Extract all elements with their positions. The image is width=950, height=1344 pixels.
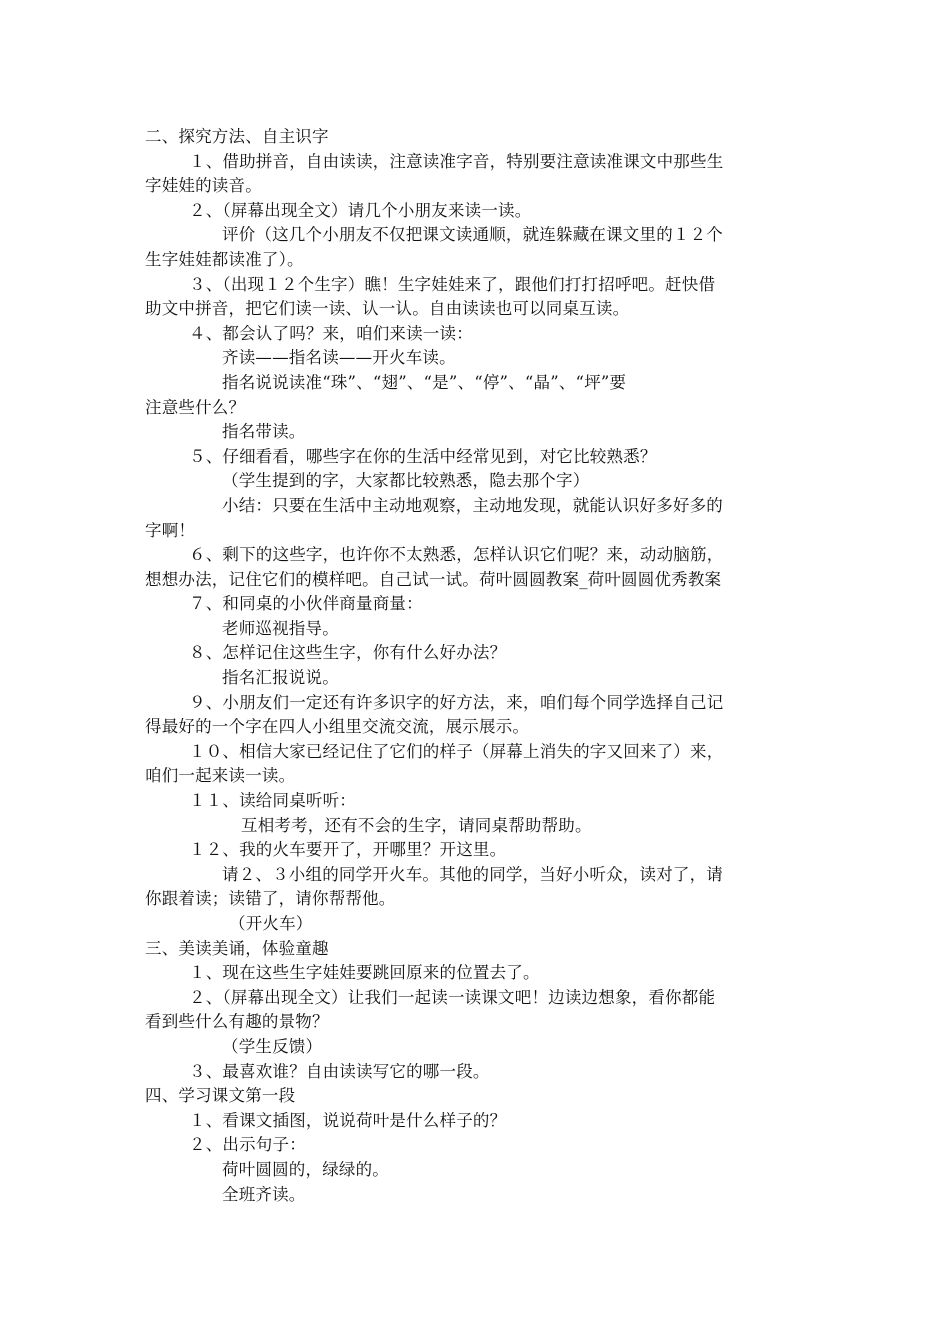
text-line: ９、小朋友们一定还有许多识字的好方法，来，咱们每个同学选择自己记: [189, 692, 724, 712]
text-line: 三、美读美诵，体验童趣: [145, 938, 329, 958]
text-line: ８、怎样记住这些生字，你有什么好办法？: [189, 643, 507, 663]
text-line: 请２、３小组的同学开火车。其他的同学，当好小听众，读对了，请: [222, 864, 723, 884]
text-line: ３、最喜欢谁？自由读读写它的哪一段。: [189, 1061, 490, 1081]
text-line: ４、都会认了吗？来，咱们来读一读：: [189, 323, 473, 343]
text-line: 全班齐读。: [222, 1184, 306, 1204]
text-line: 小结：只要在生活中主动地观察，主动地发现，就能认识好多好多的: [222, 495, 723, 515]
text-line: 想想办法，记住它们的模样吧。自己试一试。荷叶圆圆教案_荷叶圆圆优秀教案: [145, 569, 722, 589]
text-line: １１、读给同桌听听：: [189, 791, 356, 811]
text-line: ２、（屏幕出现全文）让我们一起读一读课文吧！边读边想象，看你都能: [189, 987, 716, 1007]
text-line: 咱们一起来读一读。: [145, 766, 296, 786]
text-line: 指名汇报说说。: [222, 668, 339, 688]
text-line: 齐读——指名读——开火车读。: [222, 348, 456, 368]
text-line: 四、学习课文第一段: [145, 1086, 296, 1106]
text-line: １２、我的火车要开了，开哪里？开这里。: [189, 840, 507, 860]
text-line: 老师巡视指导。: [222, 618, 339, 638]
text-line: 注意些什么？: [145, 397, 246, 417]
text-line: ２、（屏幕出现全文）请几个小朋友来读一读。: [189, 200, 532, 220]
text-line: ７、和同桌的小伙伴商量商量：: [189, 594, 423, 614]
text-line: １、现在这些生字娃娃要跳回原来的位置去了。: [189, 963, 540, 983]
text-line: １０、相信大家已经记住了它们的样子（屏幕上消失的字又回来了）来，: [189, 741, 724, 761]
text-line: （学生反馈）: [222, 1036, 323, 1056]
text-line: 互相考考，还有不会的生字，请同桌帮助帮助。: [241, 815, 592, 835]
text-line: 评价（这几个小朋友不仅把课文读通顺，就连躲藏在课文里的１２个: [222, 225, 723, 245]
text-line: 生字娃娃都读准了）。: [145, 249, 304, 269]
text-line: ５、仔细看看，哪些字在你的生活中经常见到，对它比较熟悉？: [189, 446, 657, 466]
text-line: 助文中拼音，把它们读一读、认一认。自由读读也可以同桌互读。: [145, 299, 630, 319]
text-line: ６、剩下的这些字，也许你不太熟悉，怎样认识它们呢？来，动动脑筋，: [189, 545, 724, 565]
text-line: 字娃娃的读音。: [145, 176, 262, 196]
text-line: ２、出示句子：: [189, 1135, 306, 1155]
text-line: 你跟着读；读错了，请你帮帮他。: [145, 889, 396, 909]
text-line: 看到些什么有趣的景物？: [145, 1012, 329, 1032]
text-line: １、借助拼音，自由读读，注意读准字音，特别要注意读准课文中那些生: [189, 151, 724, 171]
lesson-plan-text: [145, 125, 805, 1207]
text-line: １、看课文插图，说说荷叶是什么样子的？: [189, 1110, 507, 1130]
text-line: 得最好的一个字在四人小组里交流交流，展示展示。: [145, 717, 530, 737]
text-line: （学生提到的字，大家都比较熟悉，隐去那个字）: [222, 471, 590, 491]
text-line: 指名带读。: [222, 422, 306, 442]
text-line: 字啊！: [145, 520, 196, 540]
text-line: 二、探究方法、自主识字: [145, 127, 329, 146]
text-line: ３、（出现１２个生字）瞧！生字娃娃来了，跟他们打打招呼吧。赶快借: [189, 274, 716, 294]
text-line: 荷叶圆圆的，绿绿的。: [222, 1159, 389, 1179]
text-line: （开火车）: [229, 914, 313, 933]
text-line: 指名说说读准“珠”、“翅”、“是”、“停”、“晶”、“坪”要: [222, 372, 627, 392]
